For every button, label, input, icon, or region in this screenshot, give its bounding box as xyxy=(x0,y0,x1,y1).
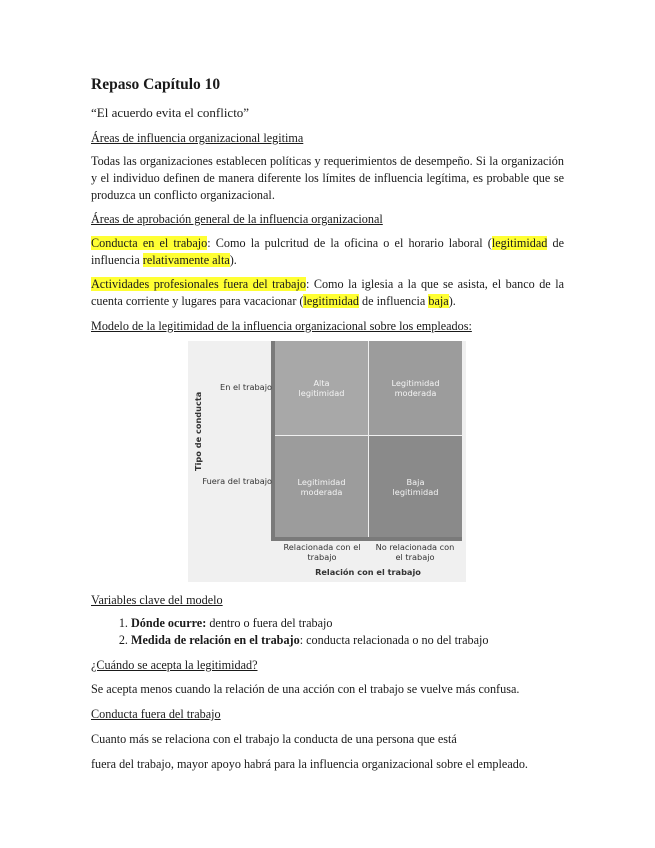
highlight: relativamente alta xyxy=(142,253,230,267)
quote: “El acuerdo evita el conflicto” xyxy=(91,105,250,120)
row-label-fuera-del-trabajo: Fuera del trabajo xyxy=(202,476,272,486)
cell-legitimidad-moderada-bottom: Legitimidad moderada xyxy=(275,436,368,537)
page-title: Repaso Capítulo 10 xyxy=(91,76,221,93)
highlight: baja xyxy=(428,294,449,308)
section-heading-cuando: ¿Cuándo se acepta la legitimidad? xyxy=(91,658,258,672)
cell-alta-legitimidad: Alta legitimidad xyxy=(275,341,368,435)
col-label-relacionada: Relacionada con el trabajo xyxy=(283,542,361,562)
paragraph-actividades: Actividades profesionales fuera del trabajo: Como la iglesia a la que se asista, el banco de la cuenta corriente y lugares para vacacionar (legitimidad de influencia baja). xyxy=(91,277,564,308)
y-axis-title: Tipo de conducta xyxy=(193,391,203,471)
section-heading-fuera: Conducta fuera del trabajo xyxy=(91,707,221,721)
cell-legitimidad-moderada-top: Legitimidad moderada xyxy=(369,341,462,435)
paragraph-fuera-line1: Cuanto más se relaciona con el trabajo la conducta de una persona que está xyxy=(91,732,457,746)
legitimacy-matrix-figure xyxy=(188,341,466,582)
col-label-no-relacionada: No relacionada con el trabajo xyxy=(375,542,455,562)
paragraph-cuando: Se acepta menos cuando la relación de una acción con el trabajo se vuelve más confusa. xyxy=(91,682,520,696)
highlight: Actividades profesionales fuera del trabajo xyxy=(91,277,306,291)
highlight: legitimidad xyxy=(491,236,548,250)
highlight: legitimidad xyxy=(303,294,359,308)
cell-baja-legitimidad: Baja legitimidad xyxy=(369,436,462,537)
list-item: 2. Medida de relación en el trabajo: conducta relacionada o no del trabajo xyxy=(131,632,604,649)
paragraph-conducta: Conducta en el trabajo: Como la pulcritud de la oficina o el horario laboral (legitimidad de influencia relativamente alta). xyxy=(91,236,564,267)
section-heading-variables: Variables clave del modelo xyxy=(91,593,223,607)
variables-list xyxy=(91,615,604,649)
x-axis-title: Relación con el trabajo xyxy=(315,567,421,577)
paragraph-areas: Todas las organizaciones establecen políticas y requerimientos de desempeño. Si la organización y el individuo definen de manera diferente los límites de influencia legítima, es probable que se produzca un conflicto organizacional. xyxy=(91,154,564,202)
row-label-en-el-trabajo: En el trabajo xyxy=(220,382,272,392)
paragraph-fuera-line2: fuera del trabajo, mayor apoyo habrá para la influencia organizacional sobre el empleado. xyxy=(91,757,528,771)
section-heading-areas: Áreas de influencia organizacional legitima xyxy=(91,131,304,145)
highlight: Conducta en el trabajo xyxy=(91,236,208,250)
section-heading-modelo: Modelo de la legitimidad de la influencia organizacional sobre los empleados: xyxy=(91,319,472,333)
section-heading-aprobacion: Áreas de aprobación general de la influencia organizacional xyxy=(91,212,383,226)
x-axis-bar xyxy=(271,537,462,541)
list-item: 1. Dónde ocurre: dentro o fuera del trabajo xyxy=(131,615,604,632)
